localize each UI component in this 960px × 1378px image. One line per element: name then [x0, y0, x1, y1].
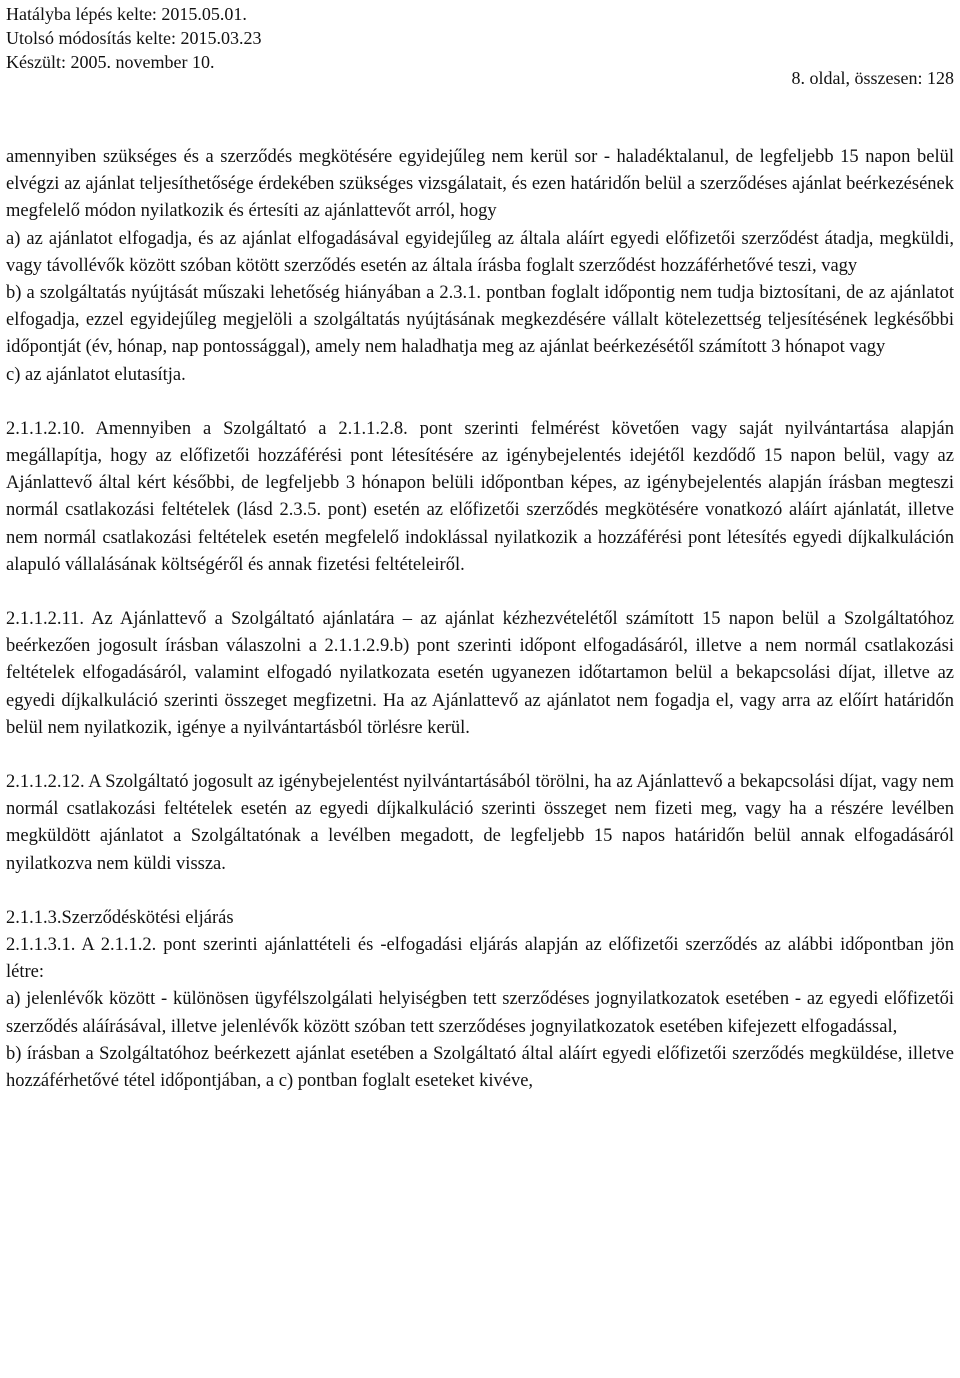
- effective-date: Hatályba lépés kelte: 2015.05.01.: [6, 4, 247, 24]
- section-2-1-1-2-12: 2.1.1.2.12. A Szolgáltató jogosult az igénybejelentést nyilvántartásából törölni, ha az Ajánlattevő a bekapcsolási díjat, vagy nem normál csatlakozási feltételek esetén az egyedi díjkalkuláció szerinti összeget nem fizeti meg, vagy ha a részére levélben megküldött ajánlatot a Szolgáltatónak a levélben megadott, de legfeljebb 15 napos határidőn belül annak elfogadásáról nyilatkozva nem küldi vissza.: [6, 772, 954, 874]
- paragraph-gap: [6, 742, 954, 769]
- list-item-b: b) a szolgáltatás nyújtását műszaki lehetőség hiányában a 2.3.1. pontban foglalt időpontig nem tudja biztosítani, de az ajánlatot elfogadja, ezzel egyidejűleg megjelöli a szolgáltatás nyújtásának megkezdésére vállalt kötelezettség teljesítésének legkésőbbi időpontját (év, hónap, nap pontossággal), amely nem haladhatja meg az ajánlat beérkezésétől számított 3 hónapot vagy: [6, 283, 954, 358]
- document-body: [6, 144, 954, 1095]
- paragraph-gap: [6, 878, 954, 905]
- section-heading-2-1-1-3: 2.1.1.3.Szerződéskötési eljárás: [6, 907, 234, 928]
- created-date: Készült: 2005. november 10.: [6, 52, 215, 72]
- list-item-a: a) jelenlévők között - különösen ügyfélszolgálati helyiségben tett szerződéses jognyilatkozatok esetében - az egyedi előfizetői szerződés aláírásával, illetve jelenlévők között szóban tett szerződéses jognyilatkozatok esetében kifejezett elfogadással,: [6, 989, 954, 1037]
- page-number: 8. oldal, összesen: 128: [791, 68, 954, 88]
- section-2-1-1-2-11: 2.1.1.2.11. Az Ajánlattevő a Szolgáltató ajánlatára – az ajánlat kézhezvételétől számított 15 napon belül a Szolgáltatóhoz beérkezően jogosult írásban válaszolni a 2.1.1.2.9.b) pont szerinti időpont elfogadásáról, illetve a nem normál csatlakozási feltételek elfogadásáról, valamint elfogadó nyilatkozata esetén ugyanezen időtartamon belül a bekapcsolási díjat, illetve az egyedi díjkalkuláció szerinti összeget megfizetni. Ha az Ajánlattevő az ajánlatot nem fogadja el, vagy arra az előírt határidőn belül nem nyilatkozik, igénye a nyilvántartásból törlésre kerül.: [6, 609, 954, 738]
- last-modified-date: Utolsó módosítás kelte: 2015.03.23: [6, 28, 262, 48]
- list-item-b: b) írásban a Szolgáltatóhoz beérkezett ajánlat esetében a Szolgáltató által aláírt egyedi előfizetői szerződés megküldése, illetve hozzáférhetővé tétel időpontjában, a c) pontban foglalt eseteket kivéve,: [6, 1043, 954, 1092]
- section-2-1-1-2-10: 2.1.1.2.10. Amennyiben a Szolgáltató a 2.1.1.2.8. pont szerinti felmérést követően vagy saját nyilvántartása alapján megállapítja, hogy az előfizetői hozzáférési pont létesítésére az igénybejelentés idejétől kezdődő 15 napon belül, vagy az Ajánlattevő által kért későbbi, de legfeljebb 3 hónapon belüli időpontban képes, az igénybejelentés alapján írásban megteszi normál csatlakozási feltételek (lásd 2.3.5. pont) esetén az előfizetői szerződés megkötésére vonatkozó aláírt ajánlatát, illetve nem normál csatlakozási feltételek esetén megfelelő indoklással nyilatkozik a hozzáférési pont létesítés egyedi díjkalkuláción alapuló vállalásának költségéről és annak fizetési feltételeiről.: [6, 418, 954, 575]
- list-item-a: a) az ajánlatot elfogadja, és az ajánlat elfogadásával egyidejűleg az általa aláírt egyedi előfizetői szerződést átadja, megküldi, vagy távollévők között szóban kötött szerződés esetén az általa írásba foglalt szerződést hozzáférhetővé teszi, vagy: [6, 228, 954, 276]
- paragraph-gap: [6, 579, 954, 606]
- paragraph: amennyiben szükséges és a szerződés megkötésére egyidejűleg nem kerül sor - haladéktalanul, de legfeljebb 15 napon belül elvégzi az ajánlat teljesíthetősége érdekében szükséges vizsgálatait, és ezen határidőn belül a szerződéses ajánlat beérkezésének megfelelő módon nyilatkozik és értesíti az ajánlattevőt arról, hogy: [6, 147, 954, 222]
- document-header: [6, 2, 262, 74]
- section-2-1-1-3-1: 2.1.1.3.1. A 2.1.1.2. pont szerinti ajánlattételi és -elfogadási eljárás alapján az előfizetői szerződés az alábbi időpontban jön létre:: [6, 935, 954, 983]
- list-item-c: c) az ajánlatot elutasítja.: [6, 364, 186, 385]
- paragraph-gap: [6, 389, 954, 416]
